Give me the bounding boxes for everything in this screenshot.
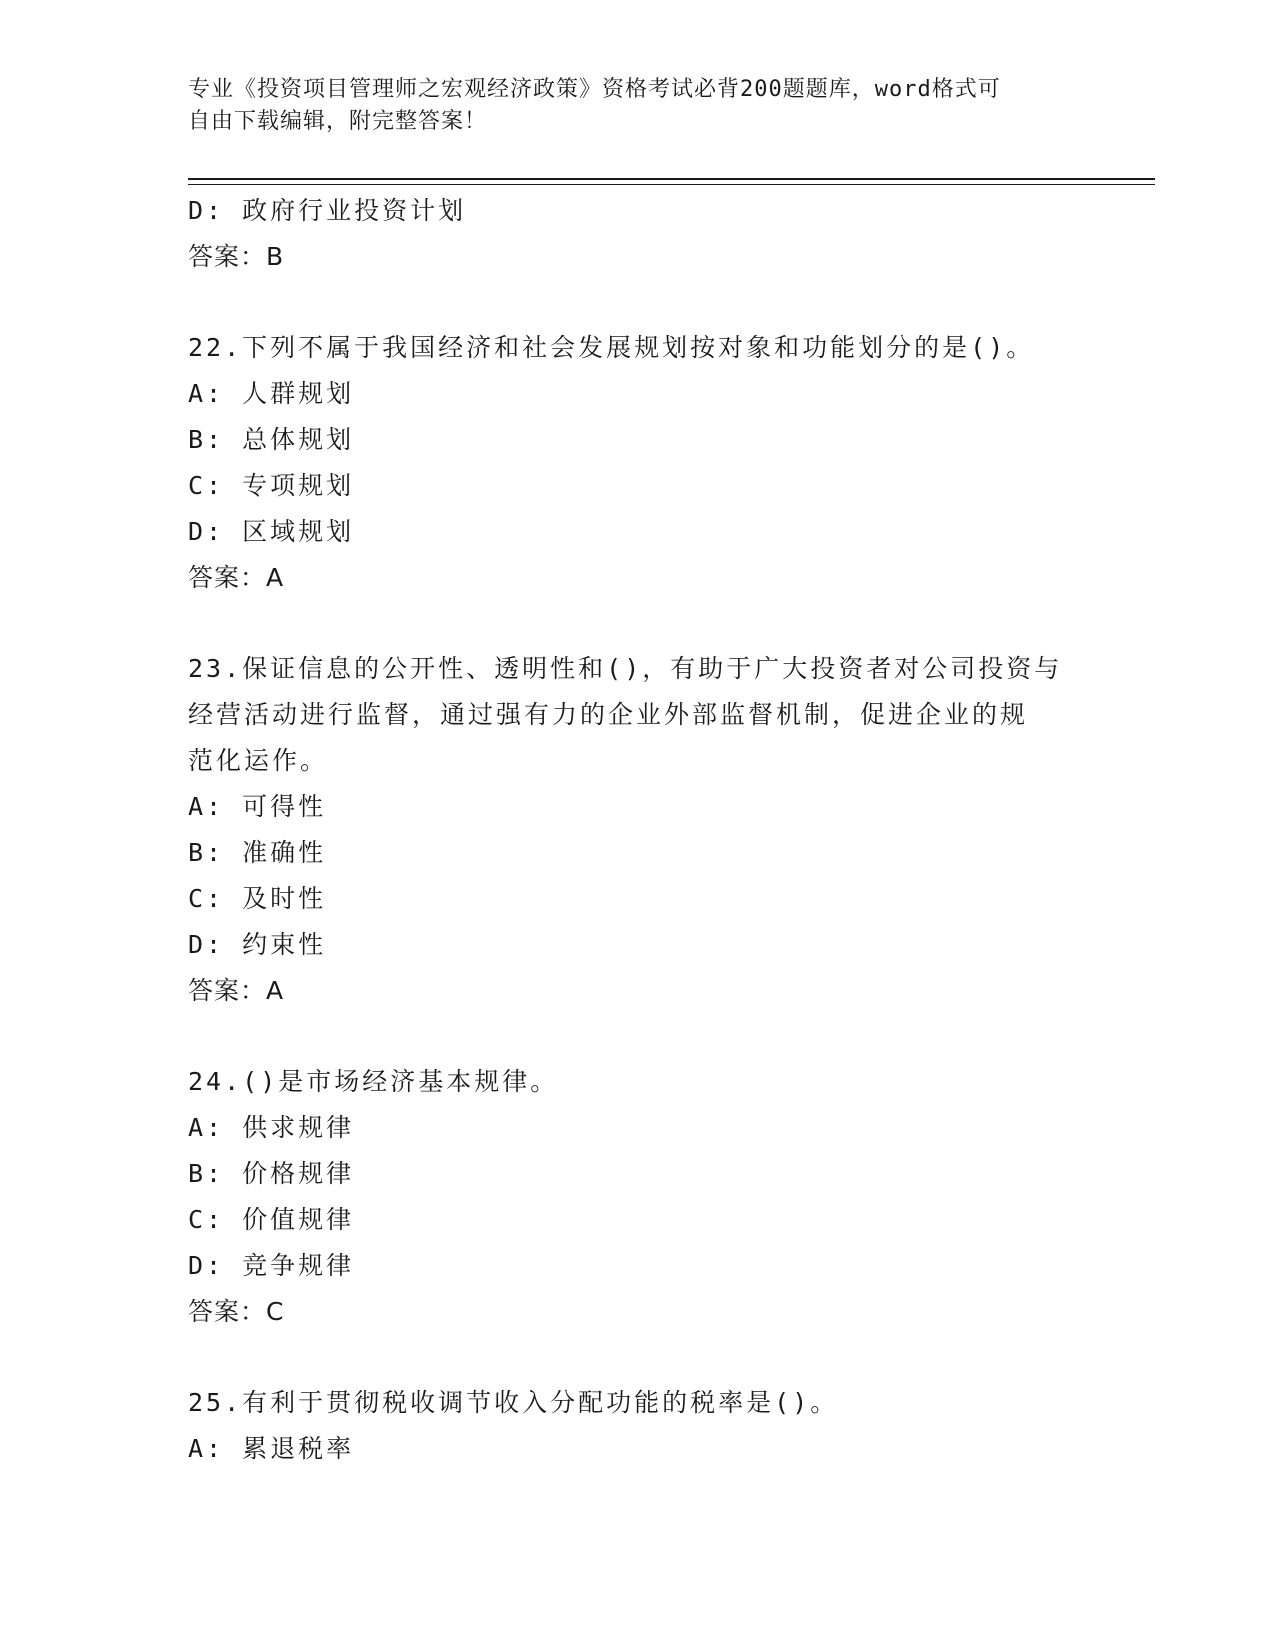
option-c: C: 价值规律	[188, 1205, 355, 1234]
header-rule-thick	[188, 178, 1155, 180]
question-list	[188, 188, 1088, 1472]
answer: 答案：A	[188, 976, 285, 1005]
option-a: A: 人群规划	[188, 379, 355, 408]
option-a: A: 供求规律	[188, 1113, 355, 1142]
question-stem-line-1: 23.保证信息的公开性、透明性和()，有助于广大投资者对公司投资与	[188, 654, 1063, 683]
question-stem-line-3: 范化运作。	[188, 746, 329, 775]
answer: 答案：C	[188, 1297, 285, 1326]
question-25	[188, 1380, 1088, 1472]
option-a: A: 累退税率	[188, 1434, 355, 1463]
option-b: B: 准确性	[188, 838, 327, 867]
option-d: D: 约束性	[188, 930, 327, 959]
question-24	[188, 1059, 1088, 1335]
question-stem: 25.有利于贯彻税收调节收入分配功能的税率是()。	[188, 1388, 839, 1417]
option-d: D: 区域规划	[188, 517, 355, 546]
document-header	[188, 74, 1068, 138]
prev-answer: 答案：B	[188, 242, 285, 271]
question-stem-line-2: 经营活动进行监督，通过强有力的企业外部监督机制，促进企业的规	[188, 700, 1029, 729]
question-23	[188, 646, 1088, 1014]
question-stem: 24.()是市场经济基本规律。	[188, 1067, 559, 1096]
header-line-1: 专业《投资项目管理师之宏观经济政策》资格考试必背200题题库，word格式可	[188, 77, 1001, 102]
option-c: C: 专项规划	[188, 471, 355, 500]
option-b: B: 总体规划	[188, 425, 355, 454]
header-rule-thin	[188, 184, 1155, 185]
option-a: A: 可得性	[188, 792, 327, 821]
answer: 答案：A	[188, 563, 285, 592]
option-c: C: 及时性	[188, 884, 327, 913]
header-line-2: 自由下载编辑，附完整答案！	[188, 109, 488, 134]
question-22	[188, 325, 1088, 601]
question-stem: 22.下列不属于我国经济和社会发展规划按对象和功能划分的是()。	[188, 333, 1035, 362]
prev-option-d: D: 政府行业投资计划	[188, 196, 467, 225]
option-d: D: 竞争规律	[188, 1251, 355, 1280]
option-b: B: 价格规律	[188, 1159, 355, 1188]
